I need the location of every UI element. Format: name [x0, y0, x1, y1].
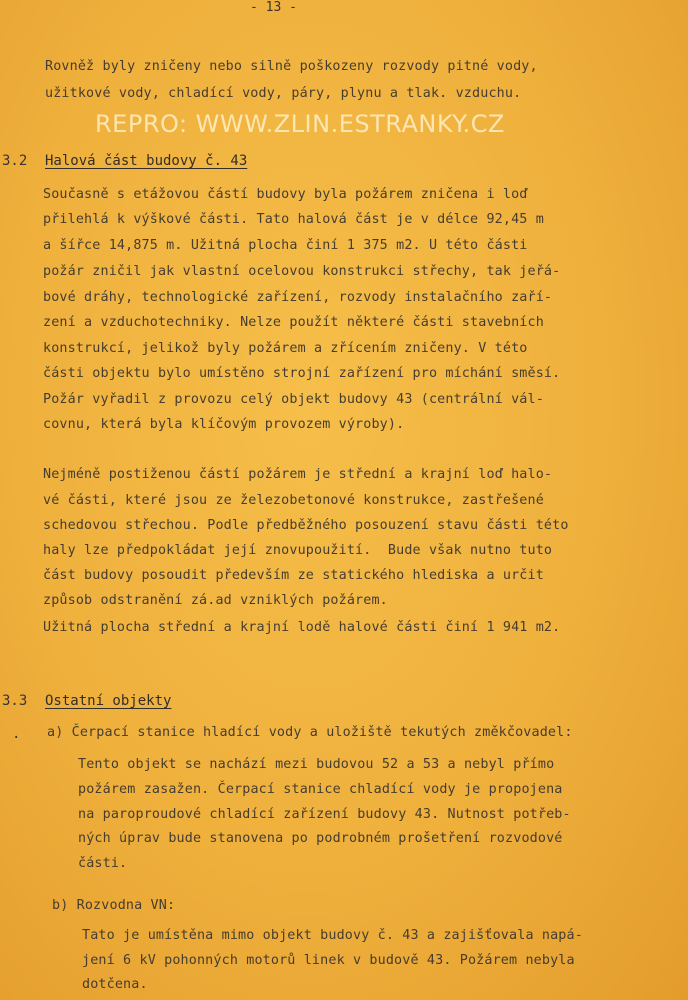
- text-line: Současně s etážovou částí budovy byla požárem zničena i loď: [43, 187, 528, 202]
- text-line: bové dráhy, technologické zařízení, rozvody instalačního zaří-: [43, 290, 553, 305]
- text-line: Tato je umístěna mimo objekt budovy č. 43 a zajišťovala napá-: [82, 928, 583, 943]
- list-item-label: a) Čerpací stanice hladící vody a uložiště tekutých změkčovadel:: [47, 725, 573, 740]
- watermark: REPRO: WWW.ZLIN.ESTRANKY.CZ: [95, 110, 505, 138]
- margin-mark: .: [12, 726, 21, 742]
- text-line: ných úprav bude stanovena po podrobném prošetření rozvodové: [78, 831, 563, 846]
- text-line: haly lze předpokládat její znovupoužití. Bude však nutno tuto: [43, 543, 553, 558]
- text-line: schedovou střechou. Podle předběžného posouzení stavu části této: [43, 518, 569, 533]
- text-line: části objektu bylo umístěno strojní zařízení pro míchání směsí.: [43, 366, 561, 381]
- text-line: Užitná plocha střední a krajní lodě halové části činí 1 941 m2.: [43, 620, 561, 635]
- text-line: Požár vyřadil z provozu celý objekt budovy 43 (centrální vál-: [43, 392, 544, 407]
- text-line: konstrukcí, jelikož byly požárem a zřícením zničeny. V této: [43, 341, 528, 356]
- page-number: - 13 -: [250, 0, 297, 15]
- text-line: požár zničil jak vlastní ocelovou konstrukci střechy, tak jeřá-: [43, 264, 561, 279]
- text-line: přilehlá k výškové části. Tato halová část je v délce 92,45 m: [43, 212, 544, 227]
- text-line: dotčena.: [82, 977, 148, 992]
- text-line: Nejméně postiženou částí požárem je střední a krajní loď halo-: [43, 467, 553, 482]
- list-item-label: b) Rozvodna VN:: [52, 898, 176, 913]
- text-line: vé části, které jsou ze železobetonové konstrukce, zastřešené: [43, 493, 544, 508]
- text-line: způsob odstranění zá.ad vzniklých požárem.: [43, 593, 388, 608]
- text-line: Rovněž byly zničeny nebo silně poškozeny rozvody pitné vody,: [45, 59, 538, 74]
- section-number: 3.2: [2, 153, 28, 169]
- text-line: jení 6 kV pohonných motorů linek v budově 43. Požárem nebyla: [82, 953, 575, 968]
- text-line: část budovy posoudit především ze statického hlediska a určit: [43, 568, 544, 583]
- text-line: covnu, která byla klíčovým provozem výroby).: [43, 417, 405, 432]
- text-line: na paroproudové chladící zařízení budovy 43. Nutnost potřeb-: [78, 807, 571, 822]
- text-line: a šířce 14,875 m. Užitná plocha činí 1 375 m2. U této části: [43, 238, 528, 253]
- text-line: zení a vzduchotechniky. Nelze použít některé části stavebních: [43, 315, 544, 330]
- text-line: užitkové vody, chladící vody, páry, plynu a tlak. vzduchu.: [45, 86, 522, 101]
- text-line: požárem zasažen. Čerpací stanice chladící vody je propojena: [78, 782, 563, 797]
- section-heading: Halová část budovy č. 43: [45, 153, 248, 169]
- section-number: 3.3: [2, 693, 28, 709]
- section-heading: Ostatní objekty: [45, 693, 172, 709]
- text-line: Tento objekt se nachází mezi budovou 52 a 53 a nebyl přímo: [78, 757, 555, 772]
- text-line: části.: [78, 856, 128, 871]
